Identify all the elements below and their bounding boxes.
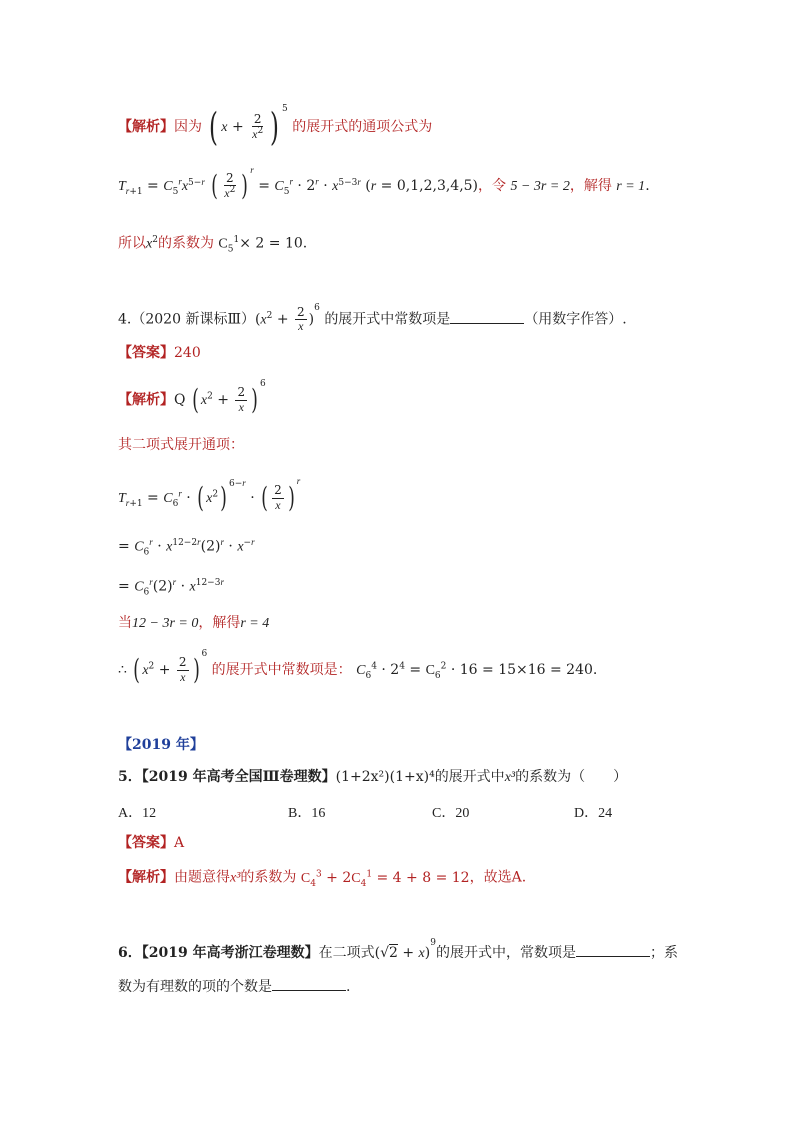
answer-tag: 【答案】 xyxy=(118,345,174,361)
text: . xyxy=(302,235,308,252)
question-source: 【2019 年高考浙江卷理数】 xyxy=(141,945,319,961)
text: 的系数为 xyxy=(157,235,214,252)
question-4: 4.（2020 新课标$Ⅲ)(x^2$ + $\frac{2}{x}$ )$^6$ 的展开式中常数项是 （用数字作答）. xyxy=(118,303,627,334)
analysis-tag: 【解析】 xyxy=(118,119,174,135)
equation: = 4 + 8 = 12 xyxy=(376,869,470,886)
solution-4-line-5: = $C_6^r(2)^r \cdot x^{12-3r}$ xyxy=(118,577,224,598)
text: 令 xyxy=(492,178,507,195)
text: ，解得 xyxy=(198,615,241,631)
solution-4-line-4: = $C_6^r \cdot x^{12-2r}(2)^r \cdot x^{-r}$ xyxy=(118,537,255,558)
expression: (1+2x²)(1+x)⁴ xyxy=(335,769,435,785)
solution-line-1: 【解析】因为 ( x + $\frac{2}{x^2}$ ) $^5$ 的展开式的通项公式为 xyxy=(118,104,433,149)
equation: = 15×16 = 240 xyxy=(482,662,593,678)
therefore-symbol: ∴ xyxy=(118,662,127,678)
text: ， xyxy=(478,178,493,195)
answer-value: A xyxy=(174,835,185,851)
solution-4-line-2 xyxy=(118,438,244,452)
text: 的展开式中常数项是 xyxy=(324,311,451,328)
question-5 xyxy=(118,770,627,785)
text: ；系 xyxy=(649,945,678,961)
formula-right-paren: ) xyxy=(270,105,280,149)
text: 的系数为 xyxy=(240,869,297,886)
analysis-tag: 【解析】 xyxy=(118,392,174,408)
equation: 5 − 3r = 2 xyxy=(510,179,570,195)
question-number: 5． xyxy=(118,769,142,785)
option-b[interactable]: B．16 xyxy=(288,806,326,821)
text: 数为有理数的项的个数是 xyxy=(118,979,272,995)
question-6-line-1: 6．【2019 年高考浙江卷理数】在二项式$(√2 + x)^9$的展开式中，常数项是 ；系 xyxy=(118,938,678,961)
text: . xyxy=(645,178,650,195)
solution-4-line-3: $T_{r+1} = C_6^r$ · ( $x^2$) $^{6-r}$ · ( $\frac{2}{x}$ ) $^r$ xyxy=(118,476,301,514)
text: 由题意得 xyxy=(174,869,230,886)
equation: r = 1 xyxy=(616,179,646,195)
text: 其二项式展开通项： xyxy=(118,437,244,453)
text: . xyxy=(592,662,598,678)
text: 的展开式中，常数项是 xyxy=(435,945,576,961)
text: （用数字作答）. xyxy=(524,311,627,328)
solution-4-line-1: 【解析】Q ( $x^2$ + $\frac{2}{x}$ ) $^6$ xyxy=(118,379,266,416)
text: 因为 xyxy=(174,119,202,135)
text: ，故选A. xyxy=(469,869,527,886)
answer-blank-2[interactable] xyxy=(272,978,346,991)
solution-4-line-6 xyxy=(118,616,269,631)
question-6-line-2 xyxy=(118,978,350,994)
solution-line-3: 所以$x^2$的系数为 $C_5^1\times 2 = 10$. xyxy=(118,235,308,255)
option-a[interactable]: A．12 xyxy=(118,806,157,821)
text: 所以 xyxy=(118,235,146,252)
text: 的系数为（ ） xyxy=(515,769,628,785)
answer-blank[interactable] xyxy=(450,311,524,324)
answer-value: 240 xyxy=(174,345,201,361)
option-c[interactable]: C．20 xyxy=(432,806,470,821)
variable: x³ xyxy=(230,870,241,886)
text: 的展开式中 xyxy=(434,769,505,785)
equation: × 2 = 10 xyxy=(239,235,303,252)
answer-tag: 【答案】 xyxy=(118,835,174,851)
question-number: 6． xyxy=(118,945,142,961)
because-symbol: Q xyxy=(174,392,186,408)
text: 的展开式的通项公式为 xyxy=(292,119,433,135)
text: 当 xyxy=(118,615,132,631)
answer-5 xyxy=(118,836,184,850)
solution-line-2: $T_{r+1} = C_5^rx^{5-r}$ ( $\frac{2}{x^2}$ ) $^r = C_5^r \cdot 2^r \cdot x^{5-3r}$ (r = 0,1,2,3,4,5)，令 5 − 3r = 2，解得 r = 1. xyxy=(118,164,650,203)
answer-blank-1[interactable] xyxy=(576,944,650,957)
solution-5: 【解析】由题意得x³的系数为 $C_4^3 + 2C_4^1 = 4 + 8 = 12$，故选A. xyxy=(118,869,527,889)
equation: 12 − 3r = 0 xyxy=(132,616,199,631)
question-source: 【2019 年高考全国Ⅲ卷理数】 xyxy=(141,769,336,785)
text: . xyxy=(346,979,351,995)
question-number: 4. xyxy=(118,311,132,328)
variable: x³ xyxy=(504,770,516,785)
text: ，解得 xyxy=(569,178,612,195)
solution-4-line-7: ∴ ( $x^2$ + $\frac{2}{x}$ ) $^6$ 的展开式中常数项是： $C_6^4 \cdot 2^4 = C_6^2 \cdot 16 = 15\times 16 = 240$. xyxy=(118,649,598,686)
answer-4 xyxy=(118,346,201,360)
question-source: （2020 新课标Ⅲ） xyxy=(131,311,255,328)
formula-left-paren: ( xyxy=(209,105,219,149)
text: 的展开式中常数项是： xyxy=(211,662,352,678)
equation: r = 4 xyxy=(240,616,270,631)
analysis-tag: 【解析】 xyxy=(118,869,174,886)
option-d[interactable]: D．24 xyxy=(574,806,613,821)
year-heading: 【2019 年】 xyxy=(118,737,204,753)
text: 在二项式 xyxy=(318,945,375,961)
